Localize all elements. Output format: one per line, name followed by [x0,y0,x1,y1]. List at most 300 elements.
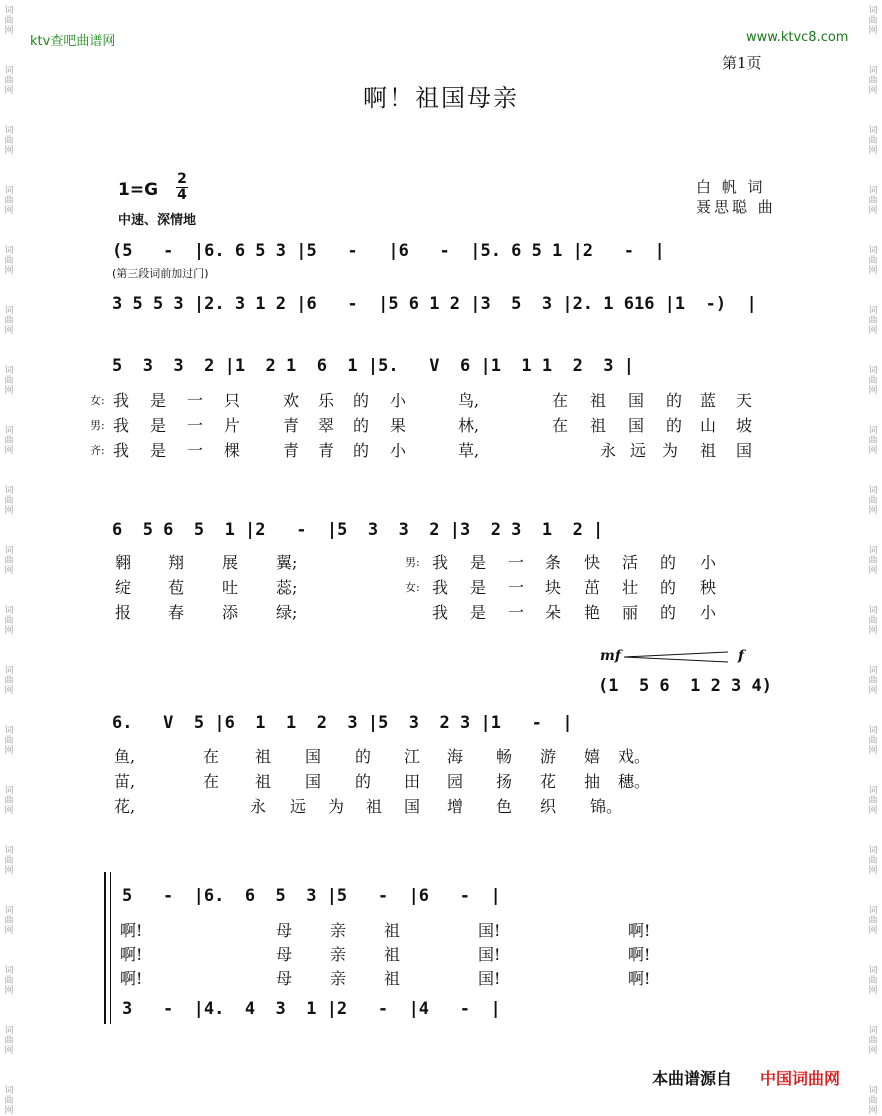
lyric-word: 母 [276,945,293,964]
lyric-word: 花, [114,797,136,816]
watermark-glyph: 词 [4,306,14,316]
watermark-glyphs [2,366,16,396]
lyric-word: 的 [353,441,370,460]
watermark-glyphs [866,426,880,456]
dynamic-end: f [738,648,745,664]
watermark-glyph: 曲 [868,916,878,926]
lyric-word: 鱼, [114,747,136,766]
voice-label: 男: [90,419,105,432]
watermark-glyphs [866,906,880,936]
lyric-word: 添 [222,603,239,622]
watermark-glyph: 词 [4,1026,14,1036]
lyric-word: 翔 [168,553,185,572]
lyric-word: 是 [470,603,487,622]
watermark-glyphs [2,666,16,696]
lyric-word: 是 [150,416,167,435]
lyric-word: 国 [736,441,753,460]
lyric-word: 青 [318,441,335,460]
lyric-word: 啊! [120,921,143,940]
lyric-word: 条 [545,553,562,572]
watermark-glyph: 词 [4,366,14,376]
key-signature: 1=G [118,180,159,200]
lyric-word: 祖 [590,391,607,410]
watermark-glyph: 词 [868,966,878,976]
lyric-word: 亲 [330,969,347,988]
lyric-word: 锦。 [590,797,623,816]
lyricist-credit: 白 帆 词 [696,178,766,196]
watermark-glyph: 词 [4,246,14,256]
lyric-word: 只 [224,391,241,410]
lyric-word: 永 [250,797,267,816]
watermark-glyphs [866,546,880,576]
lyric-word: 绽 [115,578,132,597]
lyric-word: 增 [447,797,464,816]
watermark-glyphs [866,846,880,876]
lyric-word: 一 [187,416,204,435]
lyric-word: 一 [187,441,204,460]
page-number: 第1页 [722,54,762,72]
lyric-word: 一 [508,603,525,622]
watermark-glyphs [2,426,16,456]
watermark-glyphs [866,966,880,996]
lyric-word: 在 [552,391,569,410]
watermark-glyphs [2,1086,16,1116]
watermark-glyph: 词 [4,546,14,556]
watermark-glyph: 词 [868,846,878,856]
watermark-glyph: 网 [868,386,878,396]
lyric-word: 畅 [496,747,513,766]
watermark-glyph: 曲 [4,16,14,26]
lyric-word: 的 [353,416,370,435]
site-name-left[interactable]: ktv查吧曲谱网 [30,34,116,49]
watermark-glyph: 网 [4,686,14,696]
watermark-glyphs [866,6,880,36]
watermark-glyph: 曲 [868,616,878,626]
lyric-word: 一 [187,391,204,410]
lyric-word: 啊! [628,969,651,988]
watermark-glyphs [2,846,16,876]
bridge-notes: (1 5 6 1 2 3 4) [598,676,772,696]
system-bracket [104,872,106,1024]
lyric-word: 的 [660,603,677,622]
notes-row-7: 3 - |4. 4 3 1 |2 - |4 - | [122,999,501,1019]
lyric-word: 我 [432,553,449,572]
tempo-marking: 中速、深情地 [118,213,197,228]
lyric-word: 永 [600,441,617,460]
watermark-glyph: 曲 [868,676,878,686]
lyric-word: 国 [628,416,645,435]
lyric-word: 在 [203,747,220,766]
watermark-glyph: 曲 [4,736,14,746]
watermark-glyphs [2,186,16,216]
watermark-glyph: 网 [868,566,878,576]
watermark-glyph: 网 [4,926,14,936]
lyric-word: 远 [290,797,307,816]
watermark-glyph: 曲 [868,376,878,386]
lyric-word: 报 [115,603,132,622]
watermark-glyph: 曲 [868,196,878,206]
lyric-word: 祖 [384,921,401,940]
lyric-word: 母 [276,969,293,988]
watermark-glyph: 曲 [868,136,878,146]
watermark-glyph: 词 [868,306,878,316]
watermark-glyph: 网 [868,686,878,696]
lyric-word: 块 [545,578,562,597]
voice-label: 女: [90,394,105,407]
watermark-glyph: 曲 [868,556,878,566]
watermark-glyph: 曲 [868,256,878,266]
watermark-glyph: 词 [4,666,14,676]
watermark-glyph: 曲 [4,1036,14,1046]
watermark-glyph: 词 [4,66,14,76]
watermark-glyph: 词 [868,186,878,196]
watermark-glyphs [2,966,16,996]
watermark-glyphs [2,906,16,936]
watermark-glyphs [866,186,880,216]
lyric-word: 山 [700,416,717,435]
lyric-word: 啊! [120,969,143,988]
lyric-word: 江 [404,747,421,766]
watermark-glyph: 网 [868,86,878,96]
lyric-word: 是 [470,578,487,597]
watermark-glyph: 网 [4,1106,14,1116]
watermark-glyph: 网 [4,386,14,396]
watermark-glyph: 词 [868,486,878,496]
lyric-word: 吐 [222,578,239,597]
lyric-word: 的 [353,391,370,410]
lyric-word: 国! [478,969,501,988]
lyric-word: 快 [584,553,601,572]
watermark-glyph: 词 [4,906,14,916]
watermark-glyph: 网 [4,566,14,576]
lyric-word: 亲 [330,921,347,940]
lyric-word: 园 [447,772,464,791]
watermark-glyph: 曲 [4,796,14,806]
watermark-glyphs [2,786,16,816]
lyric-word: 啊! [628,921,651,940]
watermark-glyph: 词 [4,966,14,976]
lyric-word: 游 [540,747,557,766]
lyric-word: 祖 [590,416,607,435]
watermark-glyph: 词 [868,126,878,136]
watermark-glyph: 网 [868,1046,878,1056]
lyric-word: 啊! [120,945,143,964]
watermark-glyph: 曲 [868,976,878,986]
lyric-word: 我 [432,603,449,622]
watermark-glyph: 网 [4,746,14,756]
lyric-word: 蓝 [700,391,717,410]
lyric-word: 国 [305,772,322,791]
lyric-word: 小 [700,603,717,622]
watermark-glyph: 曲 [4,916,14,926]
watermark-glyphs [2,306,16,336]
lyric-word: 嬉 [584,747,601,766]
watermark-glyphs [866,726,880,756]
watermark-glyph: 曲 [4,856,14,866]
watermark-glyph: 网 [4,326,14,336]
lyric-word: 母 [276,921,293,940]
watermark-glyph: 网 [868,26,878,36]
lyric-word: 小 [390,441,407,460]
lyric-word: 我 [113,416,130,435]
watermark-glyph: 词 [868,726,878,736]
watermark-glyph: 网 [868,326,878,336]
lyric-word: 青 [283,416,300,435]
lyric-word: 果 [390,416,407,435]
notes-row-3: 5 3 3 2 |1 2 1 6 1 |5. V 6 |1 1 1 2 3 | [112,356,634,376]
watermark-glyph: 曲 [868,736,878,746]
lyric-word: 展 [222,553,239,572]
lyric-word: 鸟, [458,391,480,410]
watermark-glyph: 曲 [4,676,14,686]
lyric-word: 林, [458,416,480,435]
watermark-glyph: 网 [868,506,878,516]
watermark-glyph: 曲 [868,1036,878,1046]
watermark-glyphs [2,726,16,756]
lyric-word: 祖 [255,772,272,791]
watermark-glyphs [866,126,880,156]
watermark-glyph: 网 [868,986,878,996]
lyric-word: 是 [150,391,167,410]
lyric-word: 棵 [224,441,241,460]
watermark-glyph: 曲 [868,496,878,506]
lyric-word: 欢 [283,391,300,410]
lyric-word: 的 [666,416,683,435]
watermark-glyph: 网 [4,506,14,516]
time-signature [175,172,189,203]
lyric-word: 在 [203,772,220,791]
watermark-glyph: 曲 [4,1096,14,1106]
lyric-word: 翼; [276,553,298,572]
watermark-glyph: 词 [868,366,878,376]
lyric-word: 丽 [622,603,639,622]
lyric-word: 祖 [384,969,401,988]
time-top: 2 [177,171,187,187]
voice-label: 齐: [90,444,105,457]
lyric-word: 国 [305,747,322,766]
lyric-word: 翠 [318,416,335,435]
lyric-word: 的 [660,578,677,597]
lyric-word: 穗。 [618,772,651,791]
watermark-glyph: 网 [4,206,14,216]
lyric-word: 我 [113,441,130,460]
dynamic-start: mf [600,648,621,664]
lyric-word: 田 [404,772,421,791]
watermark-glyph: 曲 [4,976,14,986]
watermark-glyph: 词 [4,426,14,436]
lyric-word: 活 [622,553,639,572]
site-url-right[interactable]: www.ktvc8.com [746,30,849,45]
lyric-word: 我 [113,391,130,410]
watermark-glyph: 网 [868,206,878,216]
time-bottom: 4 [177,187,187,203]
watermark-glyphs [866,606,880,636]
watermark-glyph: 网 [4,446,14,456]
watermark-glyph: 曲 [868,316,878,326]
watermark-glyph: 网 [868,146,878,156]
watermark-glyph: 词 [868,906,878,916]
lyric-word: 海 [447,747,464,766]
watermark-glyphs [2,1026,16,1056]
lyric-word: 的 [666,391,683,410]
watermark-glyph: 词 [4,726,14,736]
lyric-word: 织 [540,797,557,816]
lyric-word: 色 [496,797,513,816]
lyric-word: 翱 [115,553,132,572]
watermark-glyph: 网 [868,866,878,876]
watermark-glyph: 曲 [4,136,14,146]
watermark-glyph: 网 [4,266,14,276]
watermark-glyphs [866,666,880,696]
watermark-glyph: 网 [4,986,14,996]
watermark-glyphs [866,306,880,336]
watermark-glyphs [866,1086,880,1116]
watermark-right [866,0,880,1116]
watermark-glyph: 曲 [4,616,14,626]
crescendo-hairpin [622,650,732,664]
lyric-word: 小 [390,391,407,410]
lyric-word: 远 [630,441,647,460]
watermark-left [2,0,16,1116]
lyric-word: 在 [552,416,569,435]
watermark-glyph: 词 [4,186,14,196]
notes-row-5: 6. V 5 |6 1 1 2 3 |5 3 2 3 |1 - | [112,713,573,733]
lyric-word: 坡 [736,416,753,435]
watermark-glyphs [866,486,880,516]
lyric-word: 国 [404,797,421,816]
watermark-glyph: 曲 [868,856,878,866]
lyric-word: 秧 [700,578,717,597]
watermark-glyph: 词 [868,666,878,676]
watermark-glyphs [2,546,16,576]
watermark-glyph: 词 [868,1086,878,1096]
lyric-word: 青 [283,441,300,460]
watermark-glyphs [866,786,880,816]
lyric-word: 片 [224,416,241,435]
system-bracket-inner [110,872,111,1024]
watermark-glyph: 网 [868,266,878,276]
lyric-word: 绿; [276,603,298,622]
watermark-glyph: 词 [868,246,878,256]
watermark-glyph: 词 [4,606,14,616]
watermark-glyph: 网 [4,26,14,36]
footer-source-site[interactable]: 中国词曲网 [760,1069,841,1088]
watermark-glyph: 曲 [4,76,14,86]
lyric-word: 是 [470,553,487,572]
watermark-glyph: 词 [868,1026,878,1036]
watermark-glyphs [866,1026,880,1056]
watermark-glyph: 网 [4,806,14,816]
lyric-word: 是 [150,441,167,460]
watermark-glyph: 网 [868,746,878,756]
watermark-glyph: 网 [4,146,14,156]
lyric-word: 小 [700,553,717,572]
lyric-word: 祖 [700,441,717,460]
voice-label: 男: [405,556,420,569]
watermark-glyph: 曲 [4,436,14,446]
watermark-glyphs [2,486,16,516]
watermark-glyph: 曲 [4,256,14,266]
watermark-glyph: 曲 [4,316,14,326]
watermark-glyph: 曲 [868,76,878,86]
watermark-glyph: 词 [868,546,878,556]
lyric-word: 一 [508,578,525,597]
lyric-word: 亲 [330,945,347,964]
lyric-word: 的 [355,747,372,766]
interlude-note: (第三段词前加过门) [112,267,209,280]
watermark-glyph: 曲 [868,16,878,26]
watermark-glyph: 词 [4,1086,14,1096]
notes-row-6: 5 - |6. 6 5 3 |5 - |6 - | [122,886,501,906]
notes-row-4: 6 5 6 5 1 |2 - |5 3 3 2 |3 2 3 1 2 | [112,520,604,540]
watermark-glyph: 词 [4,6,14,16]
lyric-word: 春 [168,603,185,622]
watermark-glyph: 网 [4,1046,14,1056]
watermark-glyph: 网 [868,926,878,936]
watermark-glyph: 网 [868,446,878,456]
watermark-glyph: 网 [4,86,14,96]
lyric-word: 我 [432,578,449,597]
watermark-glyph: 词 [868,6,878,16]
lyric-word: 国! [478,921,501,940]
watermark-glyph: 词 [4,486,14,496]
lyric-word: 抽 [584,772,601,791]
lyric-word: 壮 [622,578,639,597]
watermark-glyph: 词 [868,66,878,76]
lyric-word: 花 [540,772,557,791]
watermark-glyph: 网 [868,626,878,636]
composer-credit: 聂思聪 曲 [696,198,776,216]
lyric-word: 蕊; [276,578,298,597]
lyric-word: 祖 [384,945,401,964]
watermark-glyph: 词 [4,786,14,796]
song-title: 啊！祖国母亲 [363,84,519,112]
watermark-glyph: 网 [4,866,14,876]
lyric-word: 扬 [496,772,513,791]
watermark-glyph: 词 [868,606,878,616]
lyric-word: 啊! [628,945,651,964]
lyric-word: 苗, [114,772,136,791]
lyric-word: 戏。 [618,747,651,766]
lyric-word: 为 [662,441,679,460]
watermark-glyph: 曲 [868,436,878,446]
watermark-glyphs [2,246,16,276]
lyric-word: 的 [355,772,372,791]
lyric-word: 草, [458,441,480,460]
notes-row-1: (5 - |6. 6 5 3 |5 - |6 - |5. 6 5 1 |2 - | [112,241,665,261]
lyric-word: 祖 [366,797,383,816]
watermark-glyph: 曲 [4,196,14,206]
watermark-glyph: 词 [4,846,14,856]
watermark-glyphs [2,126,16,156]
footer-source-label: 本曲谱源自 [652,1069,733,1088]
watermark-glyph: 曲 [4,496,14,506]
lyric-word: 的 [660,553,677,572]
watermark-glyph: 词 [868,426,878,436]
lyric-word: 国 [628,391,645,410]
lyric-word: 国! [478,945,501,964]
watermark-glyph: 网 [868,1106,878,1116]
watermark-glyph: 曲 [4,376,14,386]
lyric-word: 苞 [168,578,185,597]
watermark-glyphs [2,606,16,636]
watermark-glyph: 词 [868,786,878,796]
watermark-glyphs [2,6,16,36]
lyric-word: 乐 [318,391,335,410]
watermark-glyph: 词 [4,126,14,136]
lyric-word: 艳 [584,603,601,622]
lyric-word: 一 [508,553,525,572]
